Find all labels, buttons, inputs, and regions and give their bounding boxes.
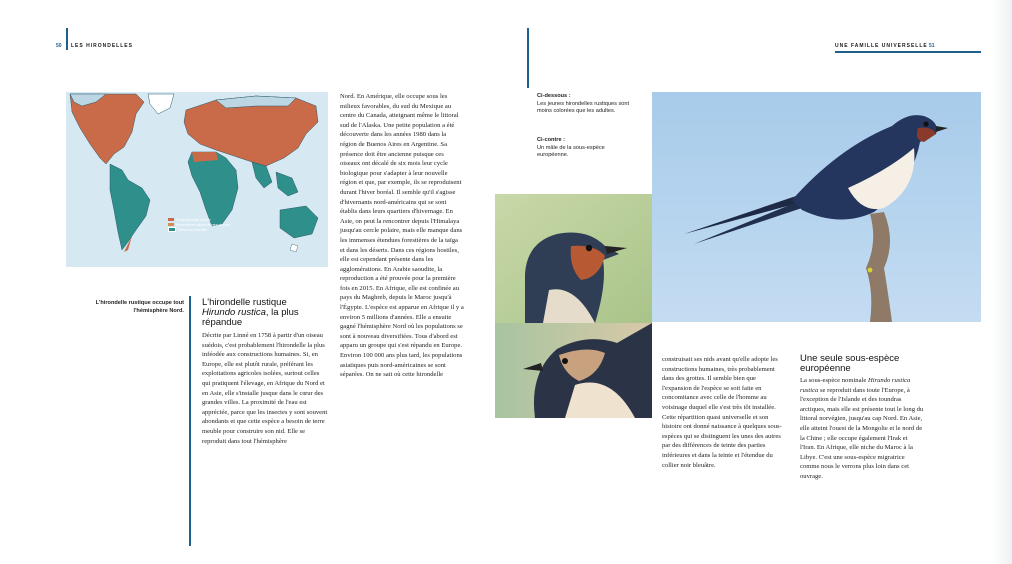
text-column-4 — [800, 376, 924, 516]
caption-below-label: Ci-dessous : — [537, 93, 571, 99]
legend-label: Présence hivernale — [178, 227, 208, 232]
text-column-1: Décrite par Linné en 1758 à partir d'un oiseau suédois, c'est probablement l'hirondelle la plus inféodée aux constructions humaines. Si, en Europe, elle est plutôt rurale, préférant les exploitations agricoles isolées, surtout celles qui pratiquent l'élevage, en Afrique du Nord et en Asie, elle s'installe jusque dans le cœur des grandes villes. La proximité de l'eau est appréciée, parce que les insectes y sont souvent abondants et que cette espèce a besoin de terre meuble pour construire son nid. Elle se reproduit dans tout l'hémisphère — [202, 332, 328, 445]
legend-swatch-wintering — [168, 227, 176, 233]
caption-opposite-text: Un mâle de la sous-espèce européenne. — [537, 144, 605, 158]
photo-juvenile-swallow — [495, 194, 652, 323]
distribution-map — [66, 92, 328, 267]
caption-opposite-label: Ci-contre : — [537, 137, 565, 143]
left-running-head: LES HIRONDELLES — [71, 43, 133, 49]
text-column-3: construisait ses nids avant qu'elle adopte les constructions humaines, très probablement dans des grottes. Il semble bien que l'expansion de l'espèce se soit faite en concomitance avec celle de l'homme au voisinage duquel elle s'est très tôt installée. Cette répartition quasi universelle et son histoire ont donné naissance à quelques sous-espèces qui se distinguent les unes des autres par des différences de teinte des parties inférieures et dans la teinte et l'étendue du collier noir bleuâtre. — [662, 356, 782, 469]
column4-text-a: La sous-espèce nominale — [800, 377, 868, 384]
left-header-rule — [66, 28, 68, 50]
text-column-2: Nord. En Amérique, elle occupe sous les milieux favorables, du sud du Mexique au centre du Canada, atteignant même le littoral sud de l'Alaska. Une petite population a été découverte dans les années 1980 dans la région de Buenos Aires en Argentine. Sa présence doit être ancienne puisque ces oiseaux ont décalé de six mois leur cycle biologique pour s'adapter à leur nouvelle région et que, par exemple, ils se reproduisent durant l'hiver boréal. Il semble qu'il s'agisse d'hivernants nord-américains qui se sont établis dans leurs quartiers d'hivernage. En Asie, on peut la rencontrer depuis l'Himalaya jusqu'au cercle polaire, mais elle manque dans les immenses étendues forestières de la taïga et dans les déserts. Dans ces régions hostiles, elle est cependant présente dans les agglomérations. En Arabie saoudite, la reproduction a été prouvée pour la première fois en 2015. En Afrique, elle est confinée au pays du Maghreb, depuis le Maroc jusqu'à l'Égypte. L'espèce est apparue en Afrique il y a environ 5 millions d'années. Elle a ensuite gagné l'hémisphère Nord où les populations se sont à nouveau diversifiées. Tous d'abord est apparu un groupe qui s'est répandu en Europe. Environ 100 000 ans plus tard, les populations asiatiques puis nord-américaines se sont séparées. On ne sait où cette hirondelle — [340, 93, 464, 379]
world-map-graphic — [66, 92, 328, 267]
subspecies-name: Hirundo rustica rustica — [800, 377, 911, 394]
map-caption-text: L'hirondelle rustique occupe tout l'hémisphère Nord. — [95, 300, 184, 314]
heading-rest: , la plus répandue — [202, 307, 299, 328]
caption-opposite — [537, 137, 637, 160]
section-heading-2: Une seule sous-espèce européenne — [800, 353, 900, 374]
map-legend — [168, 217, 230, 232]
right-running-head: UNE FAMILLE UNIVERSELLE — [835, 43, 928, 49]
right-page-number: 51 — [929, 43, 935, 49]
legend-label: Présence en saison de reproduction — [176, 222, 231, 227]
left-page-number: 50 — [56, 43, 62, 49]
legend-item — [168, 222, 230, 227]
column-rule — [189, 296, 191, 546]
juvenile-swallow-image-2 — [495, 323, 652, 418]
photo-adult-male-swallow — [652, 92, 981, 322]
adult-swallow-image — [652, 92, 981, 322]
section-heading — [202, 298, 332, 328]
heading-line1: L'hirondelle rustique — [202, 297, 287, 308]
legend-label: Présence toute l'année — [176, 217, 211, 222]
legend-swatch-resident — [168, 218, 174, 222]
legend-swatch-breeding — [168, 223, 174, 227]
right-top-rule — [527, 28, 529, 88]
caption-below — [537, 93, 637, 116]
species-name: Hirundo rustica — [202, 307, 266, 318]
page-edge-shade — [992, 0, 1012, 564]
caption-below-text: Les jeunes hirondelles rustiques sont moins colorées que les adultes. — [537, 100, 630, 114]
map-caption — [92, 300, 184, 315]
right-header-rule — [835, 51, 981, 53]
column4-text-b: se reproduit dans toute l'Europe, à l'exception de l'Islande et des toundras arctiques, mais elle est présente tout le long du littoral norvégien, jusqu'au cap Nord. En Asie, elle atteint l'ouest de la Mongolie et le nord de la Chine ; elle occupe également l'Irak et l'Iran. En Afrique, elle niche du Maroc à la Libye. C'est une sous-espèce migratrice comme nous le verrons plus loin dans cet ouvrage. — [800, 386, 924, 480]
legend-item — [168, 227, 230, 232]
heading-line2 — [202, 308, 332, 328]
photo-juvenile-swallow-2 — [495, 323, 652, 418]
juvenile-swallow-image — [495, 194, 652, 323]
